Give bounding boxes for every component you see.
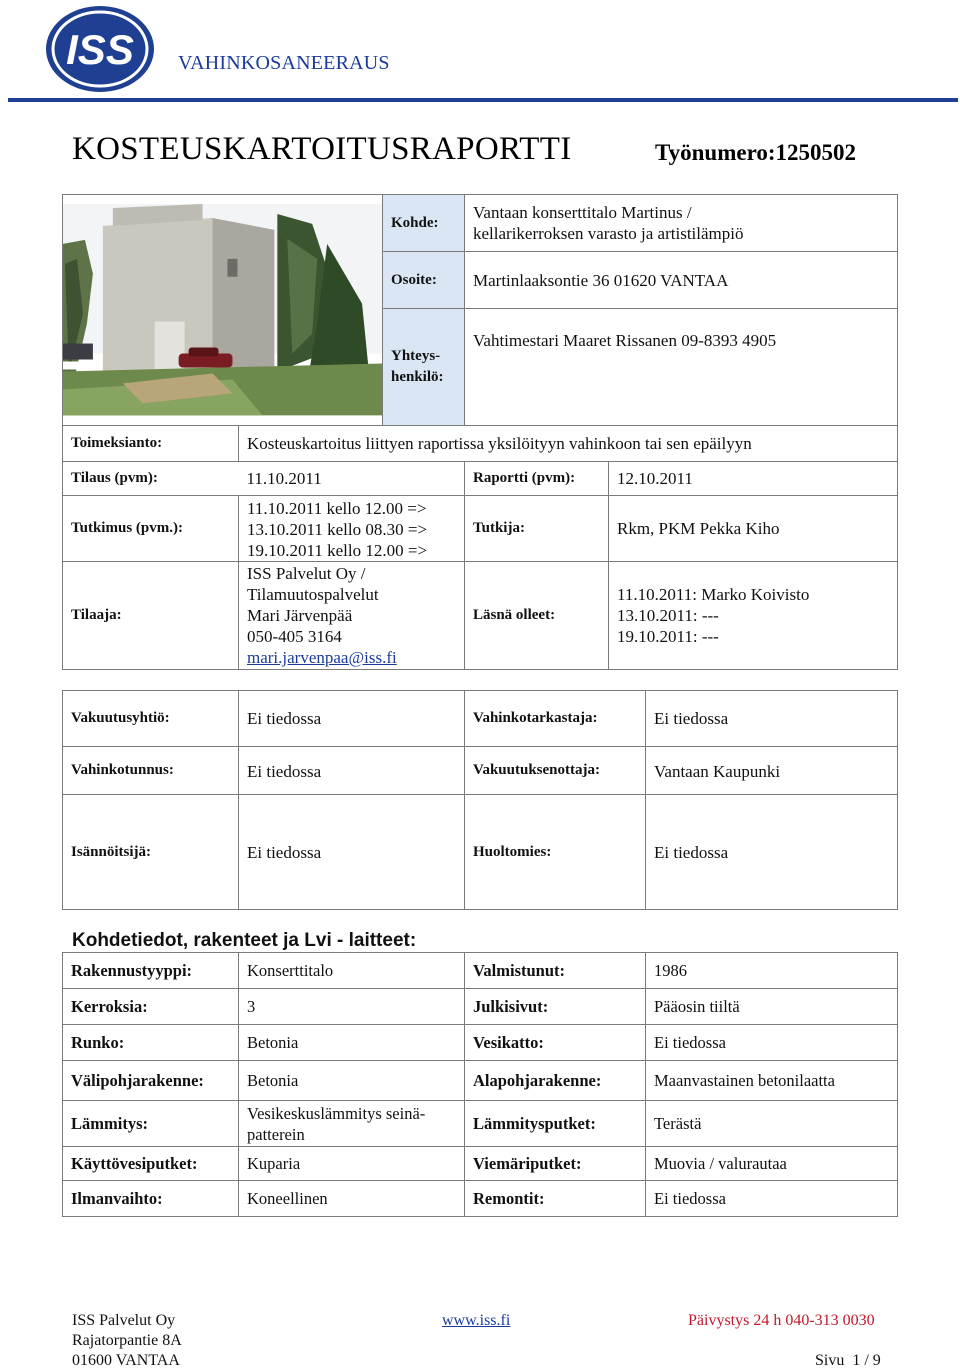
building-row-value: Betonia xyxy=(239,1061,465,1101)
tilaaja-label: Tilaaja: xyxy=(63,562,239,670)
osoite-value: Martinlaaksontie 36 01620 VANTAA xyxy=(465,252,898,309)
kohde-line-1: Vantaan konserttitalo Martinus / xyxy=(473,203,692,222)
building-row-value: Ei tiedossa xyxy=(646,1025,898,1061)
building-row-label: Valmistunut: xyxy=(465,953,646,989)
isannoitsija-value: Ei tiedossa xyxy=(239,795,465,910)
tutkija-value: Rkm, PKM Pekka Kiho xyxy=(609,496,898,562)
tutkimus-line-3: 19.10.2011 kello 12.00 => xyxy=(247,541,428,560)
tutkimus-line-1: 11.10.2011 kello 12.00 => xyxy=(247,499,427,518)
job-number: Työnumero:1250502 xyxy=(655,140,857,165)
tutkimus-label: Tutkimus (pvm.): xyxy=(63,496,239,562)
building-row-label: Käyttövesiputket: xyxy=(63,1147,239,1181)
footer-company: ISS Palvelut Oy xyxy=(72,1312,176,1329)
tilaaja-line-4: 050-405 3164 xyxy=(247,627,342,646)
building-row-value: Pääosin tiiltä xyxy=(646,989,898,1025)
vahinkotarkastaja-label: Vahinkotarkastaja: xyxy=(465,691,646,747)
page-title: KOSTEUSKARTOITUSRAPORTTI xyxy=(72,131,572,167)
tilaus-label: Tilaus (pvm): xyxy=(63,462,239,496)
contact-value: Vahtimestari Maaret Rissanen 09-8393 4905 xyxy=(465,309,898,426)
building-row-label: Julkisivut: xyxy=(465,989,646,1025)
tutkimus-line-2: 13.10.2011 kello 08.30 => xyxy=(247,520,428,539)
footer-street: Rajatorpantie 8A xyxy=(72,1332,182,1349)
kohde-line-2: kellarikerroksen varasto ja artistilämpiö xyxy=(473,224,744,243)
lasna-label: Läsnä olleet: xyxy=(465,562,609,670)
vakuutuksenottaja-label: Vakuutuksenottaja: xyxy=(465,747,646,795)
building-row-value: Ei tiedossa xyxy=(646,1181,898,1217)
building-row-value: Terästä xyxy=(646,1101,898,1147)
building-row-value: Kuparia xyxy=(239,1147,465,1181)
toimeksianto-label: Toimeksianto: xyxy=(63,426,239,462)
building-row-label: Viemäriputket: xyxy=(465,1147,646,1181)
brand-name: VAHINKOSANEERAUS xyxy=(178,52,390,74)
tilaus-value: 11.10.2011 xyxy=(239,462,465,496)
building-row-value: Betonia xyxy=(239,1025,465,1061)
building-row-label: Rakennustyyppi: xyxy=(63,953,239,989)
contact-label-line-2: henkilö: xyxy=(391,369,444,385)
tilaaja-line-3: Mari Järvenpää xyxy=(247,606,353,625)
site-info-table xyxy=(62,194,898,670)
building-row-label: Lämmitysputket: xyxy=(465,1101,646,1147)
isannoitsija-label: Isännöitsijä: xyxy=(63,795,239,910)
building-row-label: Kerroksia: xyxy=(63,989,239,1025)
building-row-label: Remontit: xyxy=(465,1181,646,1217)
raportti-label: Raportti (pvm): xyxy=(465,462,609,496)
tilaaja-line-1: ISS Palvelut Oy / xyxy=(247,564,366,583)
toimeksianto-value: Kosteuskartoitus liittyen raportissa yksilöityyn vahinkoon tai sen epäilyyn xyxy=(239,426,898,462)
lasna-value xyxy=(609,562,898,670)
lasna-line-3: 19.10.2011: --- xyxy=(617,627,719,646)
insurance-table xyxy=(62,690,898,910)
building-section-heading: Kohdetiedot, rakenteet ja Lvi - laitteet: xyxy=(72,930,417,951)
raportti-value: 12.10.2011 xyxy=(609,462,898,496)
footer-duty-phone: Päivystys 24 h 040-313 0030 xyxy=(688,1312,875,1329)
building-row-label: Välipohjarakenne: xyxy=(63,1061,239,1101)
building-row-value: Muovia / valurautaa xyxy=(646,1147,898,1181)
building-table xyxy=(62,952,898,1217)
contact-label-line-1: Yhteys- xyxy=(391,348,441,364)
building-photo-cell xyxy=(63,195,383,426)
heating-line-1: Vesikeskuslämmitys seinä- xyxy=(247,1103,426,1123)
building-row-label: Ilmanvaihto: xyxy=(63,1181,239,1217)
contact-label xyxy=(383,309,465,426)
tilaaja-value xyxy=(239,562,465,670)
vakuutusyhtio-value: Ei tiedossa xyxy=(239,691,465,747)
building-row-label: Lämmitys: xyxy=(63,1101,239,1147)
footer-city: 01600 VANTAA xyxy=(72,1352,180,1369)
building-row-value: 3 xyxy=(239,989,465,1025)
building-row-value xyxy=(239,1101,465,1147)
heating-line-2: patterein xyxy=(247,1124,305,1144)
osoite-label: Osoite: xyxy=(383,252,465,309)
header-rule xyxy=(8,98,958,102)
vakuutusyhtio-label: Vakuutusyhtiö: xyxy=(63,691,239,747)
tutkija-label: Tutkija: xyxy=(465,496,609,562)
iss-logo xyxy=(44,4,156,94)
website-link[interactable]: www.iss.fi xyxy=(442,1312,511,1329)
footer-address xyxy=(72,1311,182,1371)
page-number: Sivu 1 / 9 xyxy=(815,1352,881,1369)
building-row-label: Alapohjarakenne: xyxy=(465,1061,646,1101)
logo-text: ISS xyxy=(66,26,134,73)
building-row-value: 1986 xyxy=(646,953,898,989)
vahinkotunnus-value: Ei tiedossa xyxy=(239,747,465,795)
building-row-value: Maanvastainen betonilaatta xyxy=(646,1061,898,1101)
building-photo xyxy=(63,204,382,415)
huoltomies-value: Ei tiedossa xyxy=(646,795,898,910)
tilaaja-email-link[interactable]: mari.jarvenpaa@iss.fi xyxy=(247,648,397,667)
huoltomies-label: Huoltomies: xyxy=(465,795,646,910)
lasna-line-1: 11.10.2011: Marko Koivisto xyxy=(617,585,810,604)
building-row-value: Koneellinen xyxy=(239,1181,465,1217)
building-row-value: Konserttitalo xyxy=(239,953,465,989)
tilaaja-line-2: Tilamuutospalvelut xyxy=(247,585,379,604)
vahinkotunnus-label: Vahinkotunnus: xyxy=(63,747,239,795)
kohde-label: Kohde: xyxy=(383,195,465,252)
kohde-value xyxy=(465,195,898,252)
lasna-line-2: 13.10.2011: --- xyxy=(617,606,719,625)
vahinkotarkastaja-value: Ei tiedossa xyxy=(646,691,898,747)
footer-website xyxy=(442,1311,510,1331)
building-row-label: Vesikatto: xyxy=(465,1025,646,1061)
tutkimus-value xyxy=(239,496,465,562)
building-row-label: Runko: xyxy=(63,1025,239,1061)
vakuutuksenottaja-value: Vantaan Kaupunki xyxy=(646,747,898,795)
